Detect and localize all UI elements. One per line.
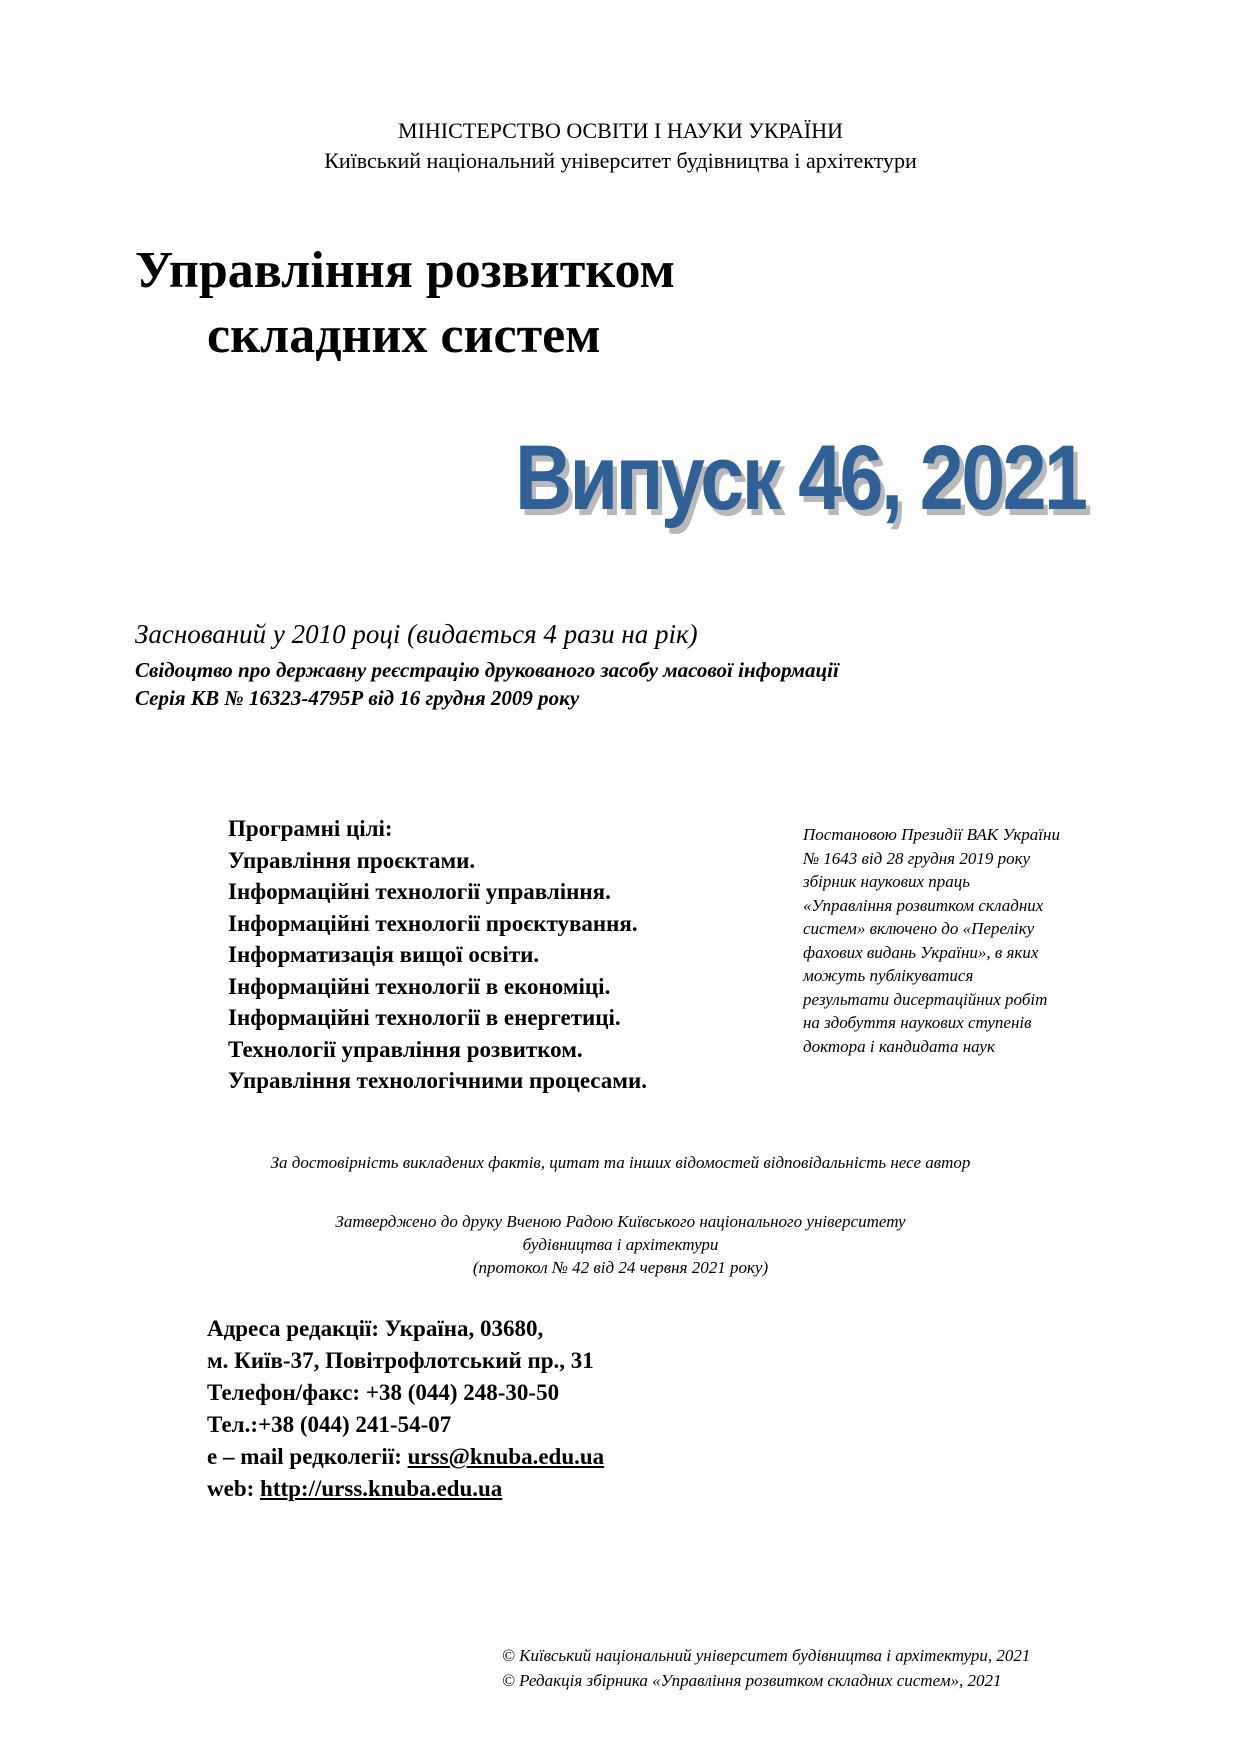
- certificate-line1: Свідоцтво про державну реєстрацію друкованого засобу масової інформації: [135, 658, 839, 682]
- ministry-name: МІНІСТЕРСТВО ОСВІТИ І НАУКИ УКРАЇНИ: [398, 118, 843, 143]
- program-goal-item: Управління проєктами.: [228, 847, 476, 873]
- vak-note-line: № 1643 від 28 грудня 2019 року: [803, 848, 1031, 868]
- vak-note-line: на здобуття наукових ступенів: [803, 1013, 1032, 1032]
- vak-note-line: результати дисертаційних робіт: [803, 989, 1048, 1009]
- vak-note-line: фахових видань України», в яких: [803, 942, 1039, 962]
- program-goal-item: Інформаційні технології в енергетиці.: [228, 1005, 621, 1030]
- address-line1: Адреса редакції: Україна, 03680,: [207, 1316, 544, 1341]
- phone-fax: Телефон/факс: +38 (044) 248-30-50: [207, 1380, 560, 1405]
- vak-note: [803, 823, 1060, 1058]
- vak-note-line: «Управління розвитком складних: [803, 895, 1044, 915]
- founded-text: Заснований у 2010 році (видається 4 рази на рік): [135, 619, 698, 649]
- copyright-line1: © Київський національний університет будівництва і архітектури, 2021: [502, 1646, 1031, 1665]
- issue-number: Випуск 46, 2021: [515, 427, 1086, 529]
- program-goals-list: [228, 813, 647, 1097]
- vak-note-line: Постановою Президії ВАК України: [803, 825, 1060, 844]
- email-link[interactable]: urss@knuba.edu.ua: [407, 1444, 605, 1469]
- vak-note-line: збірник наукових праць: [803, 872, 971, 891]
- email-line: [207, 1441, 604, 1473]
- address-line2: м. Київ-37, Повітрофлотський пр., 31: [207, 1348, 594, 1373]
- approval-block: [0, 1210, 1241, 1279]
- copyright-block: [502, 1643, 1030, 1693]
- journal-title-line2: складних систем: [207, 307, 601, 364]
- approval-line2: будівництва і архітектури: [522, 1235, 719, 1254]
- vak-note-line: систем» включено до «Переліку: [803, 919, 1035, 938]
- header-block: [0, 116, 1241, 176]
- program-goal-item: Інформаційні технології проєктування.: [228, 910, 638, 936]
- web-link[interactable]: http://urss.knuba.edu.ua: [260, 1476, 503, 1501]
- web-line: [207, 1473, 604, 1505]
- program-goal-item: Інформаційні технології управління.: [228, 879, 611, 904]
- contacts-block: [207, 1313, 604, 1505]
- copyright-line2: © Редакція збірника «Управління розвитком складних систем», 2021: [502, 1671, 1002, 1690]
- approval-line3: (протокол № 42 від 24 червня 2021 року): [472, 1258, 769, 1277]
- program-goals-heading: Програмні цілі:: [228, 816, 393, 841]
- vak-note-line: можуть публікуватися: [803, 966, 974, 985]
- certificate-line2: Серія КВ № 16323-4795Р від 16 грудня 2009 року: [135, 686, 580, 710]
- vak-note-line: доктора і кандидата наук: [803, 1036, 995, 1056]
- program-goal-item: Інформатизація вищої освіти.: [228, 942, 540, 967]
- program-goal-item: Технології управління розвитком.: [228, 1036, 583, 1062]
- program-goal-item: Інформаційні технології в економіці.: [228, 973, 611, 999]
- phone: Тел.:+38 (044) 241-54-07: [207, 1412, 452, 1437]
- responsibility-note: За достовірність викладених фактів, цитат та інших відомостей відповідальність несе автор: [270, 1153, 971, 1172]
- approval-line1: Затверджено до друку Вченою Радою Київського національного університету: [335, 1212, 906, 1231]
- journal-title-line1: Управління розвитком: [135, 242, 675, 299]
- program-goal-item: Управління технологічними процесами.: [228, 1068, 647, 1093]
- web-label: web:: [207, 1476, 261, 1501]
- email-label: e – mail редколегії:: [207, 1444, 408, 1469]
- university-name: Київський національний університет будівництва і архітектури: [324, 148, 917, 173]
